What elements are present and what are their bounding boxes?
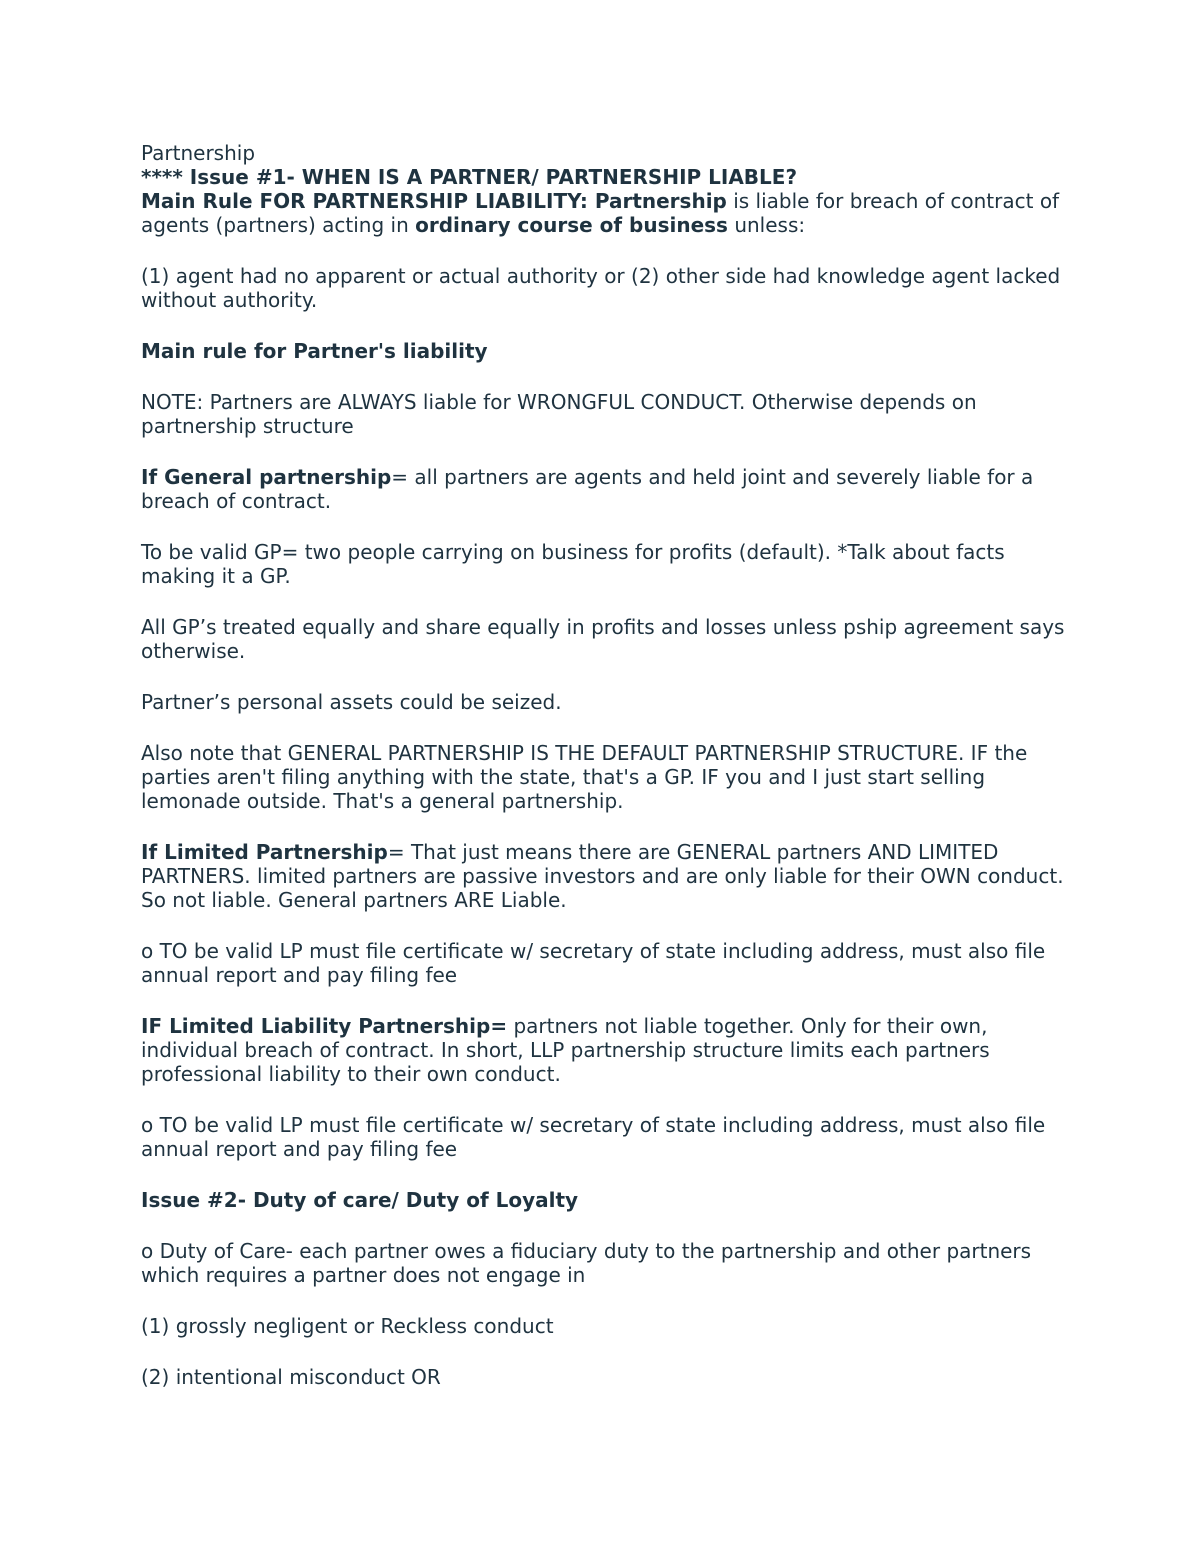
main-rule-text-a: is liable for breach of contract of agents (partners) acting in [141, 189, 1060, 237]
limited-partnership-paragraph [141, 840, 1071, 912]
main-rule-bold-phrase: ordinary course of business [415, 213, 728, 237]
llp-text: partners not liable together. Only for their own, individual breach of contract. In short, LLP partnership structure limits each partners professional liability to their own conduct. [141, 1014, 990, 1086]
issue-1-heading-text: **** Issue #1- WHEN IS A PARTNER/ PARTNERSHIP LIABLE? [141, 165, 798, 189]
general-partnership-paragraph [141, 465, 1071, 513]
limited-partnership-text: = That just means there are GENERAL partners AND LIMITED PARTNERS. limited partners are passive investors and are only liable for their OWN conduct. So not liable. General partners ARE Liable. [141, 840, 1064, 912]
care-item-1: (1) grossly negligent or Reckless conduct [141, 1314, 554, 1338]
general-partnership-text: = all partners are agents and held joint and severely liable for a breach of contract. [141, 465, 1034, 513]
issue-1-heading [141, 165, 1071, 189]
llp-paragraph [141, 1014, 1071, 1086]
partner-liability-heading [141, 339, 1071, 363]
main-rule-label: Main Rule FOR PARTNERSHIP LIABILITY: Partnership [141, 189, 727, 213]
partner-liability-heading-text: Main rule for Partner's liability [141, 339, 488, 363]
default-structure-paragraph: Also note that GENERAL PARTNERSHIP IS THE DEFAULT PARTNERSHIP STRUCTURE. IF the parties aren't filing anything with the state, that's a GP. IF you and I just start selling lemonade outside. That's a general partnership. [141, 741, 1028, 813]
llp-label: IF Limited Liability Partnership= [141, 1014, 508, 1038]
gp-equal-paragraph: All GP’s treated equally and share equally in profits and losses unless pship agreement says otherwise. [141, 615, 1065, 663]
document-title: Partnership [141, 141, 256, 165]
main-rule-paragraph [141, 189, 1071, 237]
document-body [141, 141, 1071, 1389]
issue-2-heading [141, 1188, 1071, 1212]
care-item-2: (2) intentional misconduct OR [141, 1365, 441, 1389]
note-paragraph: NOTE: Partners are ALWAYS liable for WRONGFUL CONDUCT. Otherwise depends on partnership structure [141, 390, 977, 438]
personal-assets-paragraph: Partner’s personal assets could be seized. [141, 690, 562, 714]
lp-valid-paragraph-1: o TO be valid LP must file certificate w/ secretary of state including address, must also file annual report and pay filing fee [141, 939, 1046, 987]
duty-of-care-paragraph: o Duty of Care- each partner owes a fiduciary duty to the partnership and other partners which requires a partner does not engage in [141, 1239, 1032, 1287]
valid-gp-paragraph: To be valid GP= two people carrying on business for profits (default). *Talk about facts making it a GP. [141, 540, 1005, 588]
limited-partnership-label: If Limited Partnership [141, 840, 388, 864]
exceptions-paragraph: (1) agent had no apparent or actual authority or (2) other side had knowledge agent lacked without authority. [141, 264, 1061, 312]
lp-valid-paragraph-2: o TO be valid LP must file certificate w/ secretary of state including address, must also file annual report and pay filing fee [141, 1113, 1046, 1161]
general-partnership-label: If General partnership [141, 465, 392, 489]
issue-2-heading-text: Issue #2- Duty of care/ Duty of Loyalty [141, 1188, 579, 1212]
main-rule-text-b: unless: [727, 213, 806, 237]
